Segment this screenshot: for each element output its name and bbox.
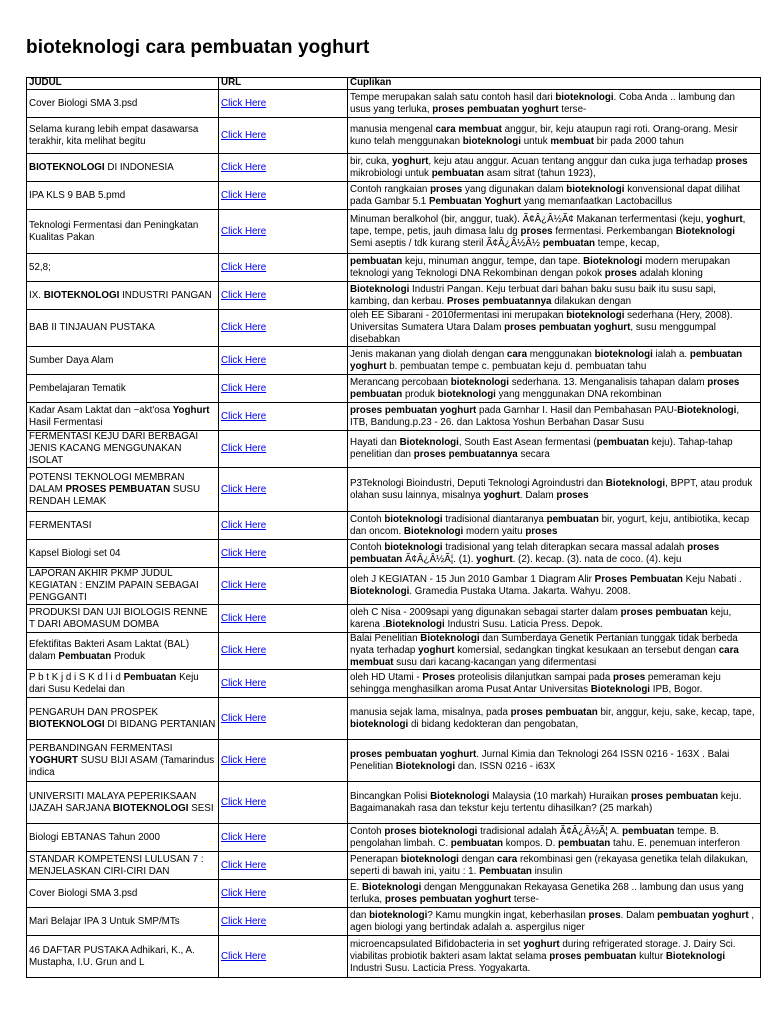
table-row <box>27 182 761 210</box>
click-here-link[interactable]: Click Here <box>221 189 267 201</box>
row-url-cell <box>219 210 348 254</box>
table-row <box>27 154 761 182</box>
click-here-link[interactable]: Click Here <box>221 161 267 173</box>
row-title: Teknologi Fermentasi dan Peningkatan Kualitas Pakan <box>27 210 219 254</box>
row-title: Efektifitas Bakteri Asam Laktat (BAL) dalam Pembuatan Produk <box>27 633 219 670</box>
click-here-link[interactable]: Click Here <box>221 831 267 843</box>
table-row <box>27 633 761 670</box>
row-title: 52,8; <box>27 254 219 282</box>
row-url-cell <box>219 403 348 431</box>
table-row <box>27 824 761 852</box>
row-title: FERMENTASI KEJU DARI BERBAGAI JENIS KACANG MENGGUNAKAN ISOLAT <box>27 431 219 468</box>
click-here-link[interactable]: Click Here <box>221 712 267 724</box>
page-title: bioteknologi cara pembuatan yoghurt <box>26 37 370 58</box>
click-here-link[interactable]: Click Here <box>221 887 267 899</box>
table-row <box>27 310 761 347</box>
row-title: UNIVERSITI MALAYA PEPERIKSAAN IJAZAH SARJANA BIOTEKNOLOGI SESI <box>27 782 219 824</box>
row-title: IX. BIOTEKNOLOGI INDUSTRI PANGAN <box>27 282 219 310</box>
table-row <box>27 347 761 375</box>
row-url-cell <box>219 540 348 568</box>
table-row <box>27 540 761 568</box>
row-excerpt: oleh C Nisa - 2009sapi yang digunakan sebagai starter dalam proses pembuatan keju, karena .Bioteknologi Industri Susu. Laticia Press. Depok. <box>348 605 761 633</box>
table-row <box>27 740 761 782</box>
click-here-link[interactable]: Click Here <box>221 580 267 591</box>
row-url-cell <box>219 880 348 908</box>
row-excerpt: oleh EE Sibarani - 2010fermentasi ini merupakan bioteknologi sederhana (Hery, 2008). Universitas Sumatera Utara Dalam proses pembuatan yoghurt, susu menggumpal disebabkan <box>348 310 761 347</box>
table-row <box>27 936 761 978</box>
table-row <box>27 210 761 254</box>
row-excerpt: Contoh bioteknologi tradisional diantaranya pembuatan bir, yogurt, keju, antibiotika, kecap dan oncom. Bioteknologi modern yaitu proses <box>348 512 761 540</box>
row-excerpt: E. Bioteknologi dengan Menggunakan Rekayasa Genetika 268 .. lambung dan usus yang terluka, proses pembuatan yoghurt terse- <box>348 880 761 908</box>
click-here-link[interactable]: Click Here <box>221 915 267 927</box>
row-url-cell <box>219 118 348 154</box>
row-url-cell <box>219 633 348 670</box>
row-excerpt: Balai Penelitian Bioteknologi dan Sumberdaya Genetik Pertanian tunggak tidak berbeda nyata terhadap yoghurt komersial, sedangkan tingkat kesukaan an tersebut dengan cara membuat susu dari kacang-kacangan yang difermentasi <box>348 633 761 670</box>
row-url-cell <box>219 698 348 740</box>
header-url: URL <box>219 78 348 90</box>
row-title: Cover Biologi SMA 3.psd <box>27 880 219 908</box>
table-row <box>27 908 761 936</box>
header-cuplikan: Cuplikan <box>348 78 761 90</box>
table-row <box>27 782 761 824</box>
row-excerpt: microencapsulated Bifidobacteria in set yoghurt during refrigerated storage. J. Dairy Sci. viabilitas probiotik bakteri asam laktat selama proses pembuatan kultur Bioteknologi Industri Susu. Lacticia Press. Yogyakarta. <box>348 936 761 978</box>
row-title: PERBANDINGAN FERMENTASI YOGHURT SUSU BIJI ASAM (Tamarindus indica <box>27 740 219 782</box>
row-title: Sumber Daya Alam <box>27 347 219 375</box>
row-title: POTENSI TEKNOLOGI MEMBRAN DALAM PROSES PEMBUATAN SUSU RENDAH LEMAK <box>27 468 219 512</box>
table-row <box>27 605 761 633</box>
table-row <box>27 698 761 740</box>
row-excerpt: proses pembuatan yoghurt. Jurnal Kimia dan Teknologi 264 ISSN 0216 - 163X . Balai Penelitian Bioteknologi dan. ISSN 0216 - i63X <box>348 740 761 782</box>
row-url-cell <box>219 90 348 118</box>
row-excerpt: Bincangkan Polisi Bioteknologi Malaysia (10 markah) Huraikan proses pembuatan keju. Bagaimanakah rasa dan tekstur keju tertentu dihasilkan? (25 markah) <box>348 782 761 824</box>
table-row <box>27 282 761 310</box>
click-here-link[interactable]: Click Here <box>221 443 267 454</box>
click-here-link[interactable]: Click Here <box>221 354 267 366</box>
row-title: 46 DAFTAR PUSTAKA Adhikari, K., A. Mustapha, I.U. Grun and L <box>27 936 219 978</box>
click-here-link[interactable]: Click Here <box>221 519 267 531</box>
row-title: Kapsel Biologi set 04 <box>27 540 219 568</box>
row-url-cell <box>219 740 348 782</box>
row-url-cell <box>219 512 348 540</box>
row-title: IPA KLS 9 BAB 5.pmd <box>27 182 219 210</box>
row-excerpt: bir, cuka, yoghurt, keju atau anggur. Acuan tentang anggur dan cuka juga terhadap proses mikrobiologi untuk pembuatan asam sitrat (tahun 1923), <box>348 154 761 182</box>
row-excerpt: dan bioteknologi? Kamu mungkin ingat, keberhasilan proses. Dalam pembuatan yoghurt , agen biologi yang bertindak adalah a. aspergilus niger <box>348 908 761 936</box>
row-url-cell <box>219 154 348 182</box>
row-title: PRODUKSI DAN UJI BIOLOGIS RENNE T DARI ABOMASUM DOMBA <box>27 605 219 633</box>
click-here-link[interactable]: Click Here <box>221 754 267 766</box>
row-url-cell <box>219 670 348 698</box>
table-row <box>27 568 761 605</box>
click-here-link[interactable]: Click Here <box>221 677 267 689</box>
row-title: Cover Biologi SMA 3.psd <box>27 90 219 118</box>
row-title: Selama kurang lebih empat dasawarsa terakhir, kita melihat begitu <box>27 118 219 154</box>
row-url-cell <box>219 782 348 824</box>
table-header-row <box>27 78 761 90</box>
table-row <box>27 468 761 512</box>
row-url-cell <box>219 282 348 310</box>
click-here-link[interactable]: Click Here <box>221 129 267 141</box>
click-here-link[interactable]: Click Here <box>221 796 267 808</box>
row-url-cell <box>219 824 348 852</box>
table-row <box>27 375 761 403</box>
click-here-link[interactable]: Click Here <box>221 410 267 422</box>
click-here-link[interactable]: Click Here <box>221 547 267 559</box>
click-here-link[interactable]: Click Here <box>221 483 267 495</box>
click-here-link[interactable]: Click Here <box>221 859 267 871</box>
table-row <box>27 670 761 698</box>
table-row <box>27 403 761 431</box>
row-title: Biologi EBTANAS Tahun 2000 <box>27 824 219 852</box>
click-here-link[interactable]: Click Here <box>221 612 267 624</box>
row-url-cell <box>219 182 348 210</box>
row-title: FERMENTASI <box>27 512 219 540</box>
click-here-link[interactable]: Click Here <box>221 950 267 962</box>
row-url-cell <box>219 310 348 347</box>
row-url-cell <box>219 605 348 633</box>
click-here-link[interactable]: Click Here <box>221 382 267 394</box>
row-excerpt: Merancang percobaan bioteknologi sederhana. 13. Menganalisis tahapan dalam proses pembuatan produk bioteknologi yang menggunakan DNA rekombinan <box>348 375 761 403</box>
row-excerpt: Contoh bioteknologi tradisional yang telah diterapkan secara massal adalah proses pembuatan Ã¢Â¿Â½Ã¦. (1). yoghurt. (2). kecap. (3). nata de coco. (4). keju <box>348 540 761 568</box>
row-excerpt: Bioteknologi Industri Pangan. Keju terbuat dari bahan baku susu baik itu susu sapi, kambing, dan kerbau. Proses pembuatannya dilakukan dengan <box>348 282 761 310</box>
row-title: STANDAR KOMPETENSI LULUSAN 7 : MENJELASKAN CIRI-CIRI DAN <box>27 852 219 880</box>
row-excerpt: Tempe merupakan salah satu contoh hasil dari bioteknologi. Coba Anda .. lambung dan usus yang terluka, proses pembuatan yoghurt terse- <box>348 90 761 118</box>
table-row <box>27 118 761 154</box>
row-url-cell <box>219 568 348 605</box>
row-url-cell <box>219 936 348 978</box>
row-url-cell <box>219 431 348 468</box>
row-excerpt: P3Teknologi Bioindustri, Deputi Teknologi Agroindustri dan Bioteknologi, BPPT, atau produk olahan susu lainnya, misalnya yoghurt. Dalam proses <box>348 468 761 512</box>
row-title: Kadar Asam Laktat dan ~akt'osa Yoghurt Hasil Fermentasi <box>27 403 219 431</box>
row-url-cell <box>219 468 348 512</box>
row-excerpt: Jenis makanan yang diolah dengan cara menggunakan bioteknologi ialah a. pembuatan yoghurt b. pembuatan tempe c. pembuatan keju d. pembuatan tahu <box>348 347 761 375</box>
click-here-link[interactable]: Click Here <box>221 97 267 109</box>
table-row <box>27 254 761 282</box>
row-url-cell <box>219 254 348 282</box>
row-excerpt: Hayati dan Bioteknologi, South East Asean fermentasi (pembuatan keju). Tahap-tahap penelitian dan proses pembuatannya secara <box>348 431 761 468</box>
row-excerpt: manusia mengenal cara membuat anggur, bir, keju ataupun ragi roti. Orang-orang. Mesir kuno telah menggunakan bioteknologi untuk membuat bir pada 2000 tahun <box>348 118 761 154</box>
header-judul: JUDUL <box>27 78 219 90</box>
row-excerpt: Contoh rangkaian proses yang digunakan dalam bioteknologi konvensional dapat dilihat pada Gambar 5.1 Pembuatan Yoghurt yang memanfaatkan Lactobacillus <box>348 182 761 210</box>
click-here-link[interactable]: Click Here <box>221 261 267 273</box>
row-excerpt: pembuatan keju, minuman anggur, tempe, dan tape. Bioteknologi modern merupakan teknologi yang Teknologi DNA Rekombinan dengan pokok proses adalah kloning <box>348 254 761 282</box>
row-title: LAPORAN AKHIR PKMP JUDUL KEGIATAN : ENZIM PAPAIN SEBAGAI PENGGANTI <box>27 568 219 605</box>
row-title: Pembelajaran Tematik <box>27 375 219 403</box>
row-url-cell <box>219 852 348 880</box>
click-here-link[interactable]: Click Here <box>221 645 267 656</box>
row-url-cell <box>219 347 348 375</box>
table-row <box>27 90 761 118</box>
row-title: PENGARUH DAN PROSPEK BIOTEKNOLOGI DI BIDANG PERTANIAN <box>27 698 219 740</box>
row-title: BIOTEKNOLOGI DI INDONESIA <box>27 154 219 182</box>
row-url-cell <box>219 375 348 403</box>
table-row <box>27 852 761 880</box>
row-excerpt: proses pembuatan yoghurt pada Garnhar I. Hasil dan Pembahasan PAU-Bioteknologi, ITB, Bandung.p.23 - 26. dan Laktosa Yoshun Berbahan Dasar Susu <box>348 403 761 431</box>
row-excerpt: manusia sejak lama, misalnya, pada proses pembuatan bir, anggur, keju, sake, kecap, tape, bioteknologi di bidang kedokteran dan pengobatan, <box>348 698 761 740</box>
click-here-link[interactable]: Click Here <box>221 289 267 301</box>
table-row <box>27 431 761 468</box>
row-url-cell <box>219 908 348 936</box>
table-row <box>27 880 761 908</box>
click-here-link[interactable]: Click Here <box>221 225 267 237</box>
row-title: P b t K j d i S K d l i d Pembuatan Keju dari Susu Kedelai dan <box>27 670 219 698</box>
row-excerpt: Penerapan bioteknologi dengan cara rekombinasi gen (rekayasa genetika telah dilakukan, seperti di bawah ini, yaitu : 1. Pembuatan insulin <box>348 852 761 880</box>
click-here-link[interactable]: Click Here <box>221 322 267 333</box>
row-excerpt: oleh HD Utami - Proses proteolisis dilanjutkan sampai pada proses pemeraman keju sehingga menghasilkan aroma Pusat Antar Universitas Bioteknologi IPB, Bogor. <box>348 670 761 698</box>
row-excerpt: oleh J KEGIATAN - 15 Jun 2010 Gambar 1 Diagram Alir Proses Pembuatan Keju Nabati . Bioteknologi. Gramedia Pustaka Utama. Jakarta. Wahyu. 2008. <box>348 568 761 605</box>
row-title: Mari Belajar IPA 3 Untuk SMP/MTs <box>27 908 219 936</box>
row-excerpt: Contoh proses bioteknologi tradisional adalah Ã¢Â¿Â½Ã¦ A. pembuatan tempe. B. pengolahan limbah. C. pembuatan kompos. D. pembuatan tahu. E. penemuan interferon <box>348 824 761 852</box>
table-row <box>27 512 761 540</box>
row-title: BAB II TINJAUAN PUSTAKA <box>27 310 219 347</box>
row-excerpt: Minuman beralkohol (bir, anggur, tuak). Ã¢Â¿Â½Ã¢ Makanan terfermentasi (keju, yoghurt, tape, tempe, petis, jauh dimasa lalu dg proses fermentasi. Perkembangan Bioteknologi Semi aseptis / tdk kurang steril Ã¢Â¿Â½Â½ pembuatan tempe, kecap, <box>348 210 761 254</box>
results-table <box>26 77 761 978</box>
